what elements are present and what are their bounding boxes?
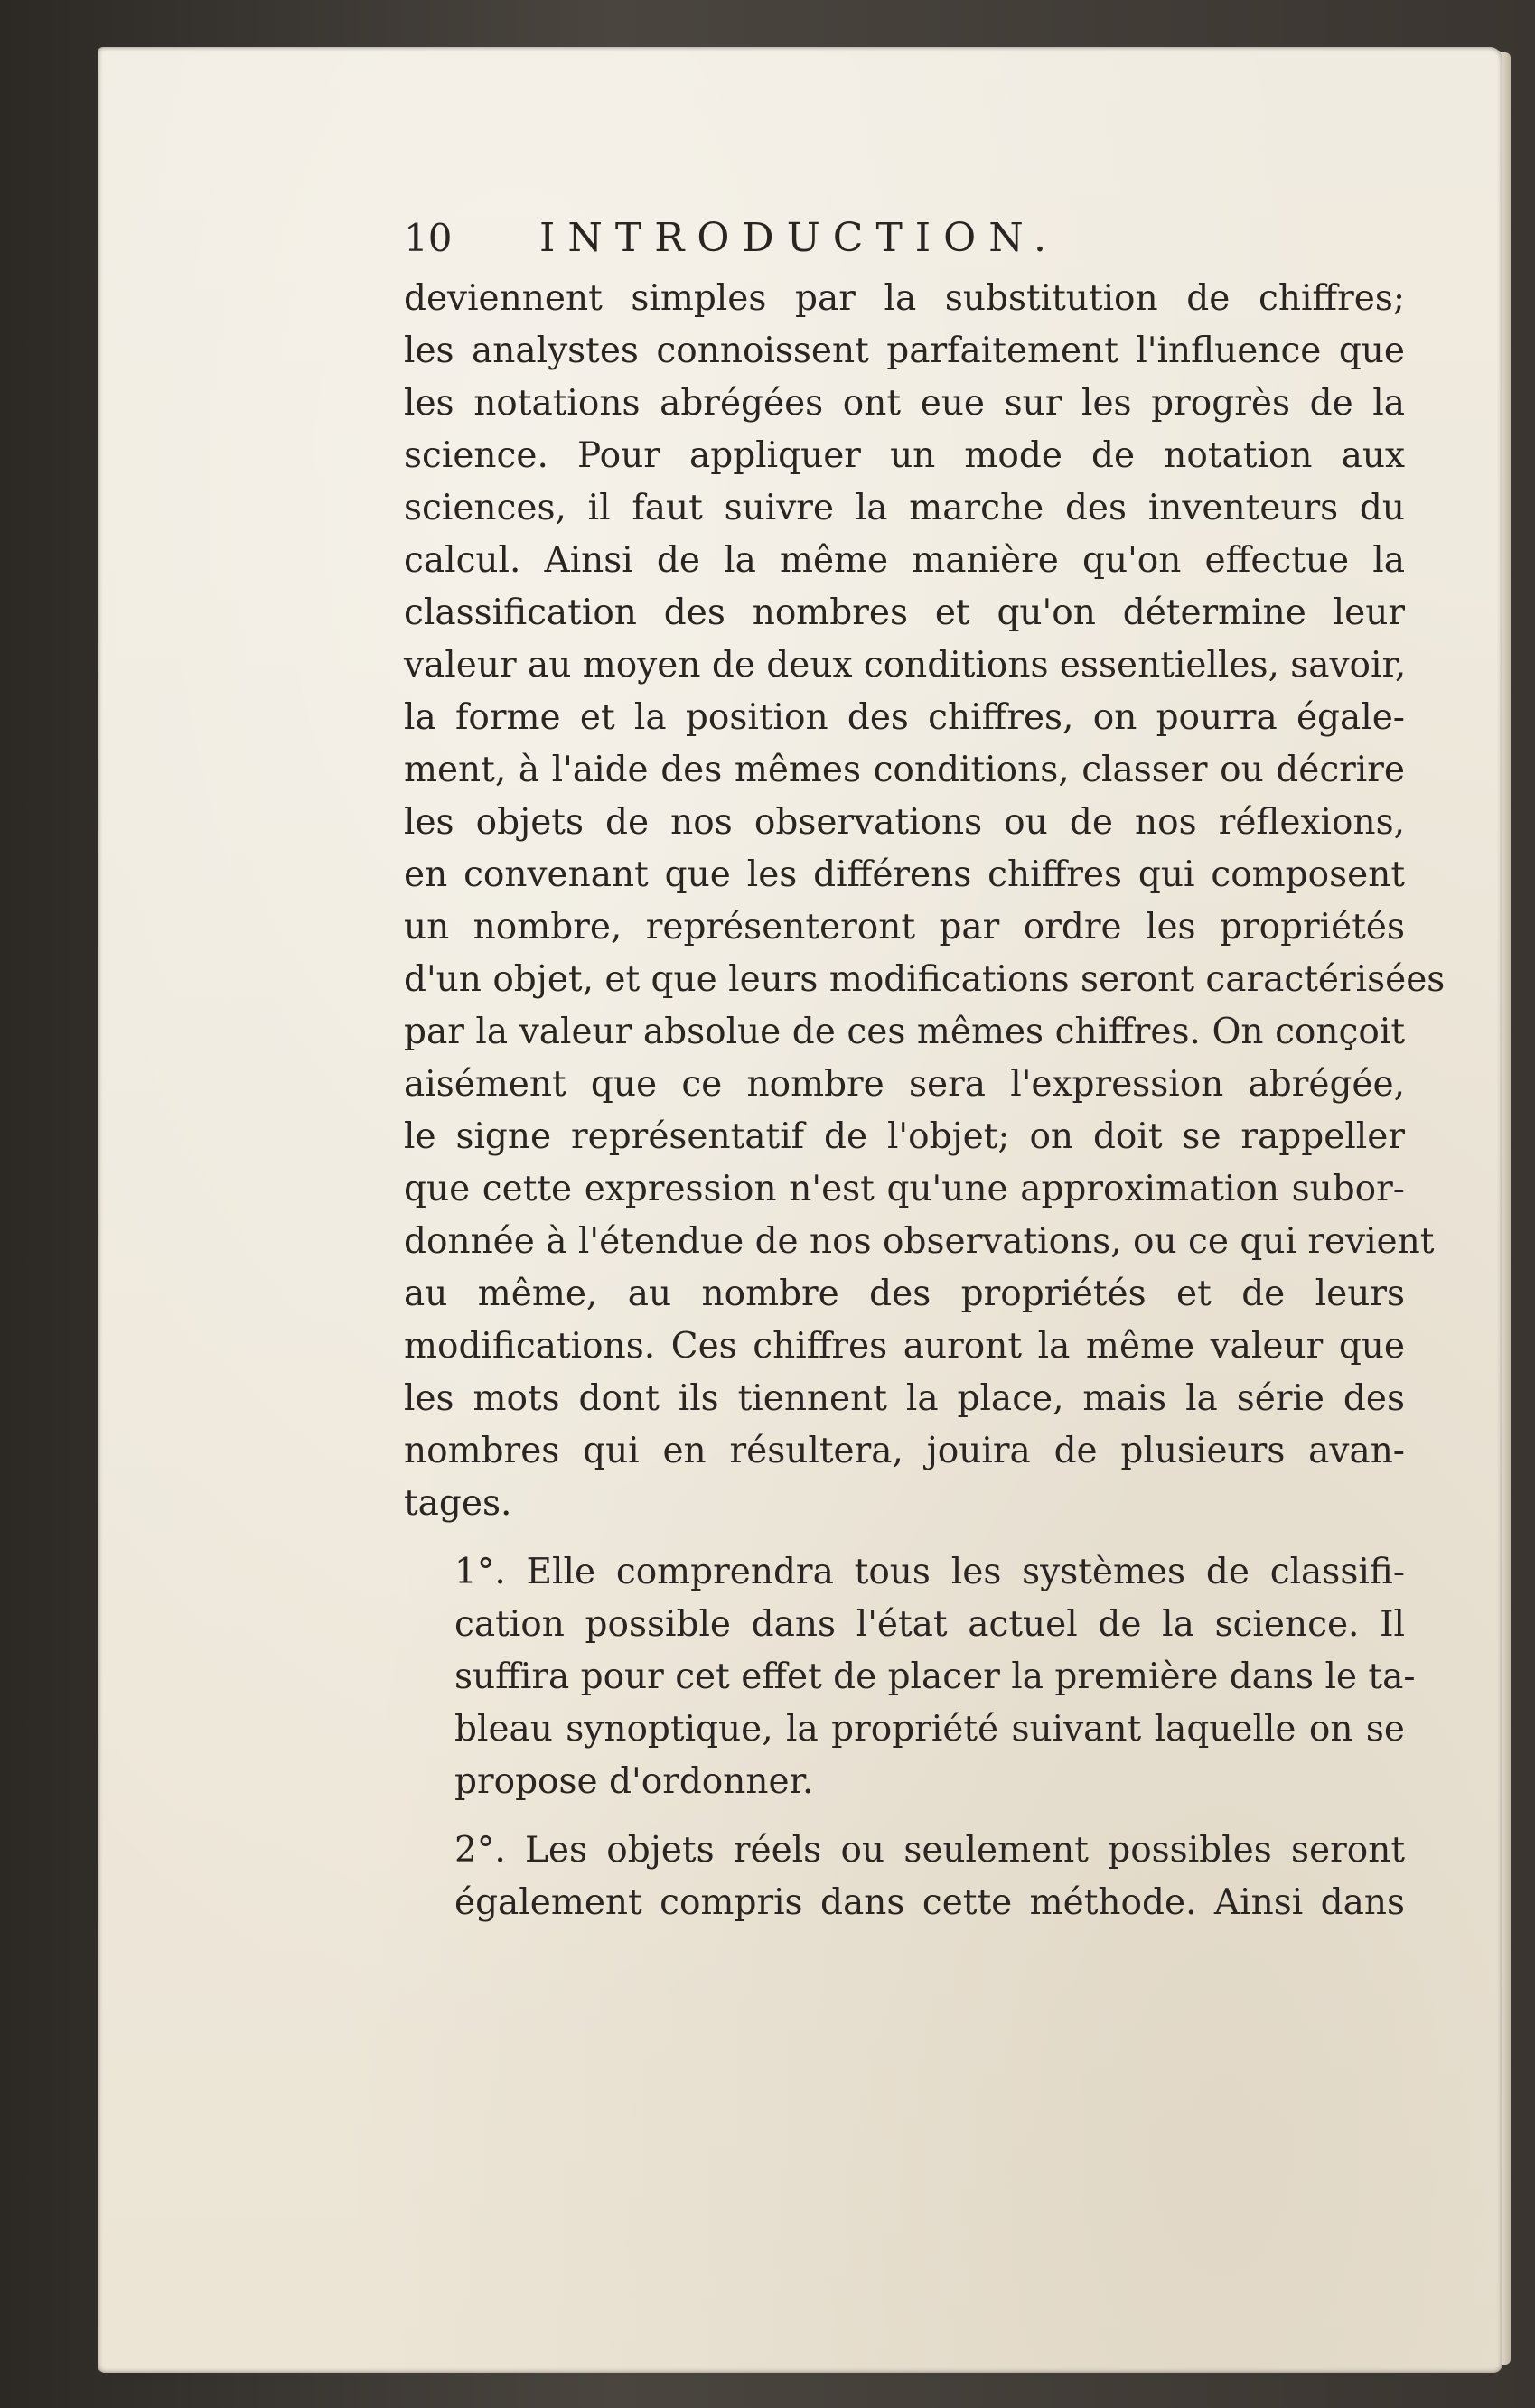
text-line: le signe représentatif de l'objet; on doit se rappeller — [404, 1116, 1405, 1157]
text-line: tages. — [404, 1483, 512, 1524]
running-title: INTRODUCTION. — [539, 215, 1059, 261]
text-line: calcul. Ainsi de la même manière qu'on effectue la — [404, 540, 1405, 581]
text-line: par la valeur absolue de ces mêmes chiffres. On conçoit — [404, 1012, 1405, 1052]
text-line: d'un objet, et que leurs modifications seront caractérisées — [404, 959, 1446, 1000]
text-line: deviennent simples par la substitution de chiffres; — [404, 278, 1405, 319]
text-line: ment, à l'aide des mêmes conditions, classer ou décrire — [404, 750, 1405, 790]
text-line: la forme et la position des chiffres, on pourra égale- — [404, 697, 1405, 738]
text-line: que cette expression n'est qu'une approximation subor- — [404, 1169, 1405, 1209]
page-header — [404, 215, 1405, 273]
text-line: valeur au moyen de deux conditions essentielles, savoir, — [404, 645, 1407, 686]
text-line: les mots dont ils tiennent la place, mais la série des — [404, 1378, 1405, 1419]
text-line: au même, au nombre des propriétés et de leurs — [404, 1274, 1405, 1314]
text-line: bleau synoptique, la propriété suivant laquelle on se — [454, 1709, 1405, 1750]
text-line: suffira pour cet effet de placer la première dans le ta- — [454, 1657, 1416, 1697]
text-line: les analystes connoissent parfaitement l'influence que — [404, 331, 1405, 371]
text-line: aisément que ce nombre sera l'expression abrégée, — [404, 1064, 1405, 1105]
paragraph-2 — [404, 1546, 1416, 1808]
text-line: sciences, il faut suivre la marche des inventeurs du — [404, 488, 1405, 528]
text-line: 1°. Elle comprendra tous les systèmes de classifi- — [454, 1552, 1405, 1592]
text-line: nombres qui en résultera, jouira de plusieurs avan- — [404, 1431, 1405, 1471]
text-line: également compris dans cette méthode. Ainsi dans — [454, 1882, 1405, 1923]
text-line: en convenant que les différens chiffres qui composent — [404, 854, 1405, 895]
text-line: 2°. Les objets réels ou seulement possibles seront — [454, 1830, 1405, 1871]
text-line: cation possible dans l'état actuel de la science. Il — [454, 1604, 1405, 1645]
text-line: propose d'ordonner. — [454, 1761, 814, 1802]
text-line: donnée à l'étendue de nos observations, ou ce qui revient — [404, 1221, 1435, 1262]
paragraph-3 — [404, 1825, 1405, 1929]
text-line: un nombre, représenteront par ordre les propriétés — [404, 907, 1405, 947]
text-line: science. Pour appliquer un mode de notation aux — [404, 435, 1405, 476]
text-line: les notations abrégées ont eue sur les progrès de la — [404, 383, 1405, 424]
text-line: modifications. Ces chiffres auront la même valeur que — [404, 1326, 1405, 1367]
text-line: les objets de nos observations ou de nos réflexions, — [404, 802, 1405, 843]
text-line: classification des nombres et qu'on détermine leur — [404, 593, 1405, 633]
page-number: 10 — [404, 216, 453, 260]
paragraph-1 — [404, 273, 1446, 1530]
page-text — [404, 215, 1446, 1929]
